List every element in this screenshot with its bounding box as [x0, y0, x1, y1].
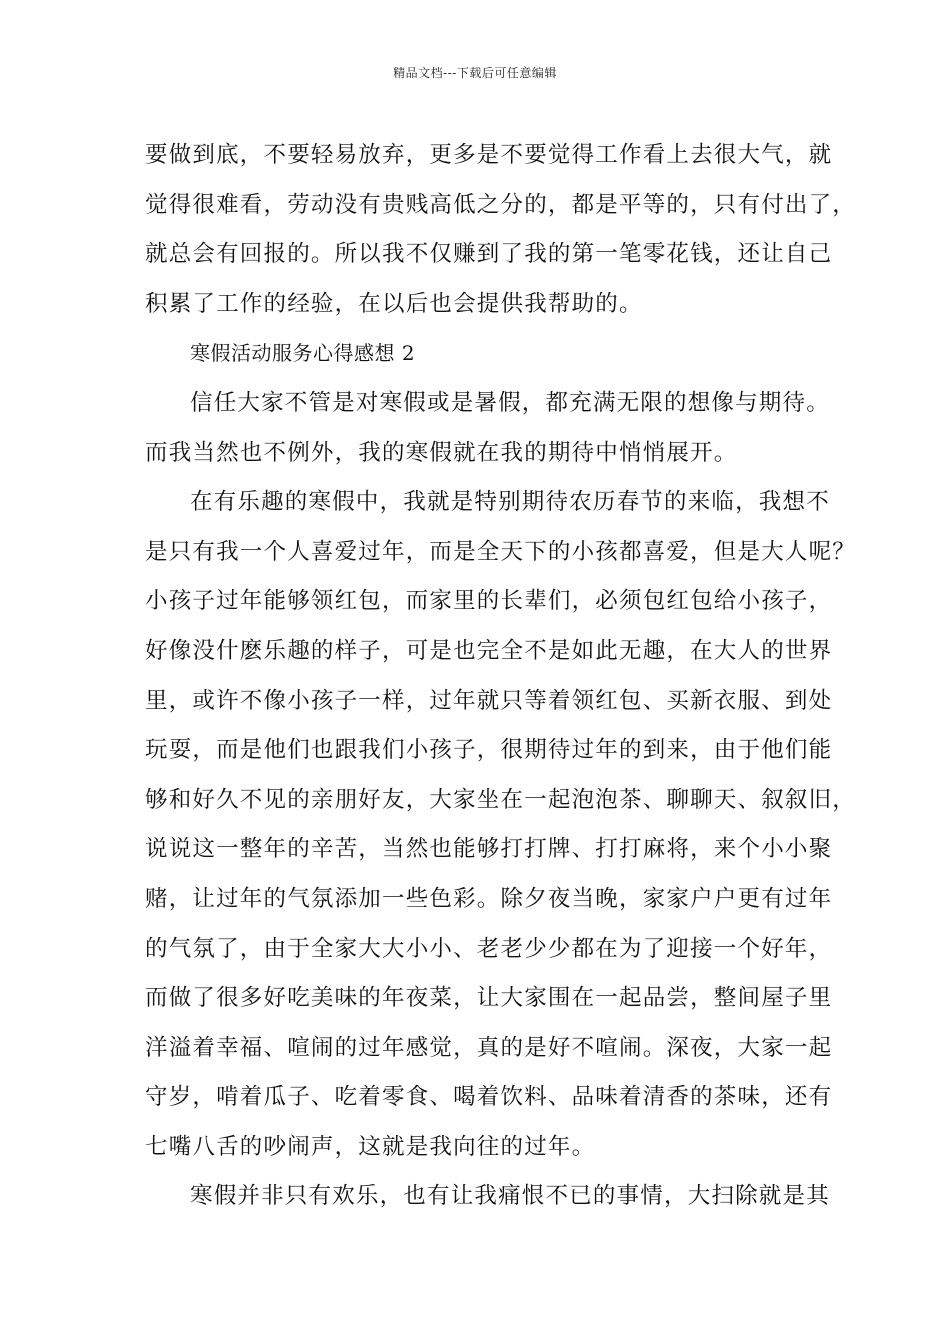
text-line: 而我当然也不例外，我的寒假就在我的期待中悄悄展开。	[145, 439, 738, 466]
text-line: 守岁，啃着瓜子、吃着零食、喝着饮料、品味着清香的茶味，还有	[145, 1084, 833, 1111]
text-line: 里，或许不像小孩子一样，过年就只等着领红包、买新衣服、到处	[145, 687, 833, 714]
text-line: 七嘴八舌的吵闹声，这就是我向往的过年。	[145, 1133, 596, 1160]
text-line: 说说这一整年的辛苦，当然也能够打打牌、打打麻将，来个小小聚	[145, 836, 833, 863]
text-line: 积累了工作的经验，在以后也会提供我帮助的。	[145, 290, 643, 317]
page-header: 精品文档---下载后可任意编辑	[393, 66, 557, 80]
text-line: 就总会有回报的。所以我不仅赚到了我的第一笔零花钱，还让自己	[145, 241, 833, 268]
text-line: 要做到底，不要轻易放弃，更多是不要觉得工作看上去很大气，就	[145, 142, 833, 168]
section-heading: 寒假活动服务心得感想 2	[190, 341, 416, 366]
text-line: 的气氛了，由于全家大大小小、老老少少都在为了迎接一个好年，	[145, 935, 833, 962]
text-line: 够和好久不见的亲朋好友，大家坐在一起泡泡茶、聊聊天、叙叙旧，	[145, 786, 857, 813]
text-line: 好像没什麽乐趣的样子，可是也完全不是如此无趣，在大人的世界	[145, 637, 833, 664]
text-line: 是只有我一个人喜爱过年，而是全天下的小孩都喜爱，但是大人呢？	[145, 538, 857, 565]
text-line: 信任大家不管是对寒假或是暑假，都充满无限的想像与期待。	[190, 389, 830, 416]
text-line: 寒假并非只有欢乐，也有让我痛恨不已的事情，大扫除就是其	[190, 1183, 830, 1210]
text-line: 洋溢着幸福、喧闹的过年感觉，真的是好不喧闹。深夜，大家一起	[145, 1034, 833, 1061]
text-line: 小孩子过年能够领红包，而家里的长辈们，必须包红包给小孩子，	[145, 588, 833, 615]
text-line: 而做了很多好吃美味的年夜菜，让大家围在一起品尝，整间屋子里	[145, 985, 833, 1012]
text-line: 赌，让过年的气氛添加一些色彩。除夕夜当晚，家家户户更有过年	[145, 885, 833, 912]
text-line: 在有乐趣的寒假中，我就是特别期待农历春节的来临，我想不	[190, 489, 830, 516]
body-text	[145, 131, 857, 1222]
text-line: 觉得很难看，劳动没有贵贱高低之分的，都是平等的，只有付出了，	[145, 191, 857, 218]
text-line: 玩耍，而是他们也跟我们小孩子，很期待过年的到来，由于他们能	[145, 737, 833, 764]
